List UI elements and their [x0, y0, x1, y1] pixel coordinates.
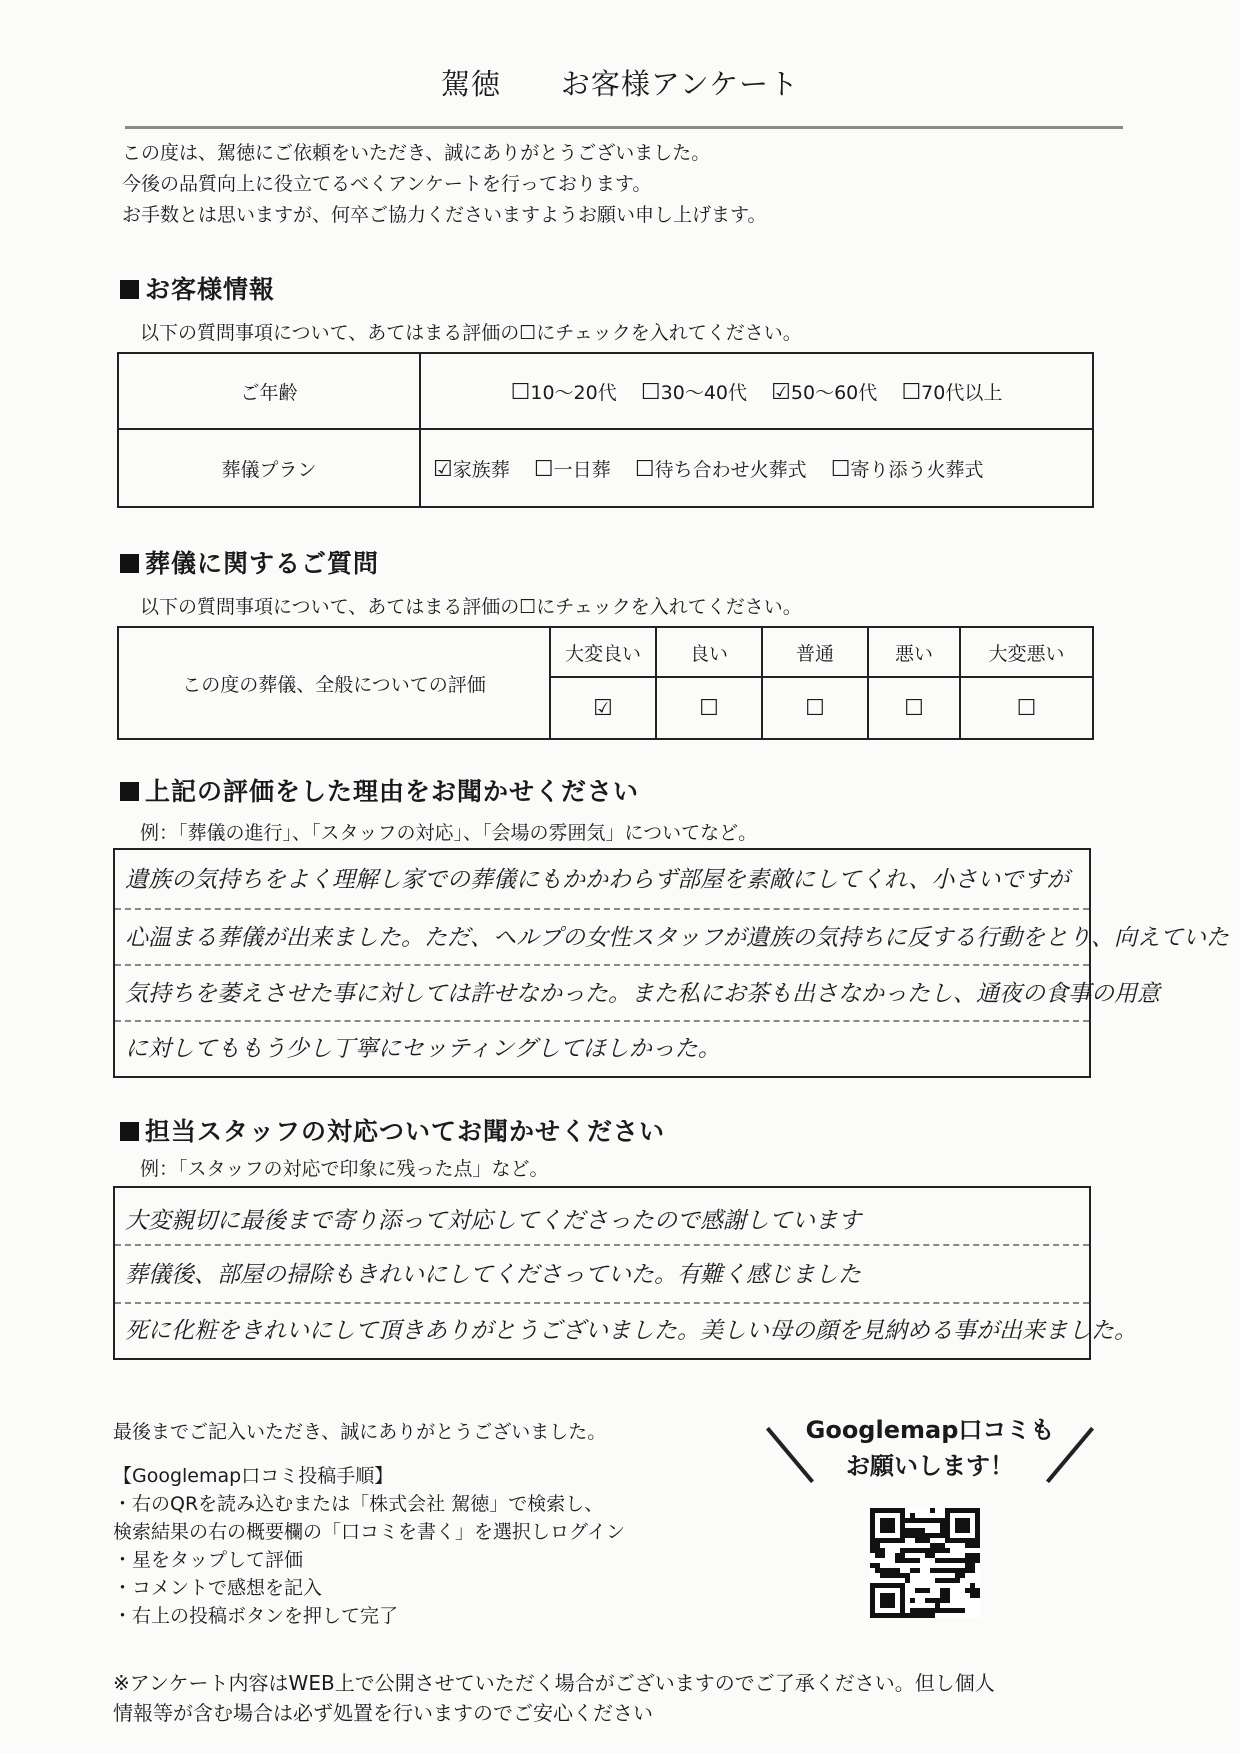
section-heading-funeral-questions: 葬儀に関するご質問 — [120, 544, 379, 580]
rating-question: この度の葬儀、全般についての評価 — [118, 627, 550, 739]
rating-checkbox-average[interactable] — [762, 677, 868, 739]
handwritten-line: 遺族の気持ちをよく理解し家での葬儀にもかかわらず部屋を素敵にしてくれ、小さいですが — [115, 850, 1089, 910]
rating-label: 大変悪い — [960, 627, 1093, 677]
survey-title: お客様アンケート — [560, 67, 800, 101]
notice-line: ※アンケート内容はWEB上で公開させていただく場合がございますのでご了承ください。但し個人 — [113, 1671, 995, 1695]
checkbox-age-10-20[interactable]: ☐10～20代 — [510, 379, 617, 405]
checkbox-icon: ☐ — [1016, 695, 1037, 721]
notice-line: 情報等が含む場合は必ず処置を行いますのでご安心ください — [113, 1701, 653, 1725]
intro-line: お手数とは思いますが、何卒ご協力くださいますようお願い申し上げます。 — [122, 204, 767, 226]
customer-info-table — [117, 352, 1094, 508]
instruction-text: 以下の質問事項について、あてはまる評価の☐にチェックを入れてください。 — [140, 322, 802, 344]
checkbox-icon: ☐ — [510, 379, 531, 405]
rating-checkbox-very-bad[interactable] — [960, 677, 1093, 739]
plan-options — [420, 429, 1093, 507]
closing-thanks: 最後までご記入いただき、誠にありがとうございました。 — [113, 1421, 607, 1443]
rating-label: 普通 — [762, 627, 868, 677]
checkbox-icon: ☐ — [634, 456, 655, 482]
rating-checkbox-bad[interactable] — [868, 677, 960, 739]
reason-answer-box[interactable] — [113, 848, 1229, 1078]
checkbox-icon: ☐ — [533, 456, 554, 482]
checkbox-age-30-40[interactable]: ☐30～40代 — [640, 379, 747, 405]
checkbox-icon: ☐ — [640, 379, 661, 405]
checkbox-icon: ☐ — [901, 379, 922, 405]
square-bullet-icon — [120, 280, 139, 299]
handwritten-line: 死に化粧をきれいにして頂きありがとうございました。美しい母の顔を見納める事が出来ました。 — [125, 1318, 1137, 1344]
step-item: ・右のQRを読み込むまたは「株式会社 駕徳」で検索し、 — [113, 1493, 604, 1515]
square-bullet-icon — [120, 554, 139, 573]
privacy-notice — [113, 1668, 995, 1728]
step-item: 検索結果の右の概要欄の「口コミを書く」を選択しログイン — [113, 1521, 626, 1543]
intro-text — [122, 138, 766, 231]
row-label-funeral-plan: 葬儀プラン — [118, 429, 420, 507]
instruction-text: 以下の質問事項について、あてはまる評価の☐にチェックを入れてください。 — [140, 596, 802, 618]
rating-table — [117, 626, 1094, 740]
handwritten-line: 大変親切に最後まで寄り添って対応してくださったので感謝しています — [115, 1188, 1089, 1246]
checkbox-plan-attending-cremation[interactable]: ☐寄り添う火葬式 — [830, 456, 984, 482]
checkbox-plan-family[interactable]: ☑家族葬 — [433, 456, 510, 482]
steps-title: 【Googlemap口コミ投稿手順】 — [113, 1465, 394, 1487]
step-item: ・右上の投稿ボタンを押して完了 — [113, 1605, 399, 1627]
square-bullet-icon — [120, 782, 139, 801]
step-item: ・コメントで感想を記入 — [113, 1577, 323, 1599]
staff-answer-box[interactable] — [113, 1186, 1137, 1360]
rating-label: 大変良い — [550, 627, 656, 677]
example-text: 例：「スタッフの対応で印象に残った点」など。 — [140, 1158, 549, 1180]
intro-line: この度は、駕徳にご依頼をいただき、誠にありがとうございました。 — [122, 142, 711, 164]
badge-line-1: Googlemap口コミも — [805, 1416, 1055, 1444]
row-label-age: ご年齢 — [118, 353, 420, 429]
handwritten-line: に対してももう少し丁寧にセッティングしてほしかった。 — [125, 1036, 721, 1062]
checkbox-icon: ☐ — [699, 695, 719, 721]
step-item: ・星をタップして評価 — [113, 1549, 304, 1571]
rating-label: 良い — [656, 627, 762, 677]
age-options — [420, 353, 1093, 429]
rating-checkbox-very-good[interactable] — [550, 677, 656, 739]
checkbox-plan-one-day[interactable]: ☐一日葬 — [533, 456, 611, 482]
checkbox-checked-icon: ☑ — [771, 379, 791, 405]
rating-checkbox-good[interactable] — [656, 677, 762, 739]
checkbox-age-70-plus[interactable]: ☐70代以上 — [901, 379, 1003, 405]
google-review-badge — [780, 1412, 1080, 1484]
intro-line: 今後の品質向上に役立てるべくアンケートを行っております。 — [122, 173, 652, 195]
handwritten-line: 心温まる葬儀が出来ました。ただ、ヘルプの女性スタッフが遺族の気持ちに反する行動をとり、向えていた — [115, 910, 1089, 966]
handwritten-line: 葬儀後、部屋の掃除もきれいにしてくださっていた。有難く感じました — [115, 1246, 1089, 1304]
checkbox-icon: ☐ — [830, 456, 851, 482]
checkbox-age-50-60[interactable]: ☑50～60代 — [771, 379, 878, 405]
checkbox-icon: ☐ — [805, 695, 825, 721]
handwritten-line: 気持ちを萎えさせた事に対しては許せなかった。また私にお茶も出さなかったし、通夜の食事の用意 — [115, 966, 1089, 1022]
page-title — [0, 62, 1240, 103]
checkbox-plan-meeting-cremation[interactable]: ☐待ち合わせ火葬式 — [634, 456, 807, 482]
company-name: 駕徳 — [440, 67, 501, 101]
section-heading-staff: 担当スタッフの対応ついてお聞かせください — [120, 1112, 665, 1148]
qr-code-icon — [870, 1508, 980, 1618]
example-text: 例：「葬儀の進行」、「スタッフの対応」、「会場の雰囲気」についてなど。 — [140, 822, 758, 844]
square-bullet-icon — [120, 1122, 139, 1141]
rating-label: 悪い — [868, 627, 960, 677]
qr-code[interactable] — [870, 1508, 980, 1618]
title-divider — [125, 126, 1123, 129]
google-review-steps — [113, 1462, 625, 1630]
badge-line-2: お願いします！ — [846, 1452, 1014, 1480]
checkbox-icon: ☐ — [904, 695, 924, 721]
checkbox-checked-icon: ☑ — [593, 695, 613, 721]
checkbox-checked-icon: ☑ — [433, 456, 453, 482]
section-heading-reason: 上記の評価をした理由をお聞かせください — [120, 772, 639, 808]
section-heading-customer-info: お客様情報 — [120, 270, 275, 306]
